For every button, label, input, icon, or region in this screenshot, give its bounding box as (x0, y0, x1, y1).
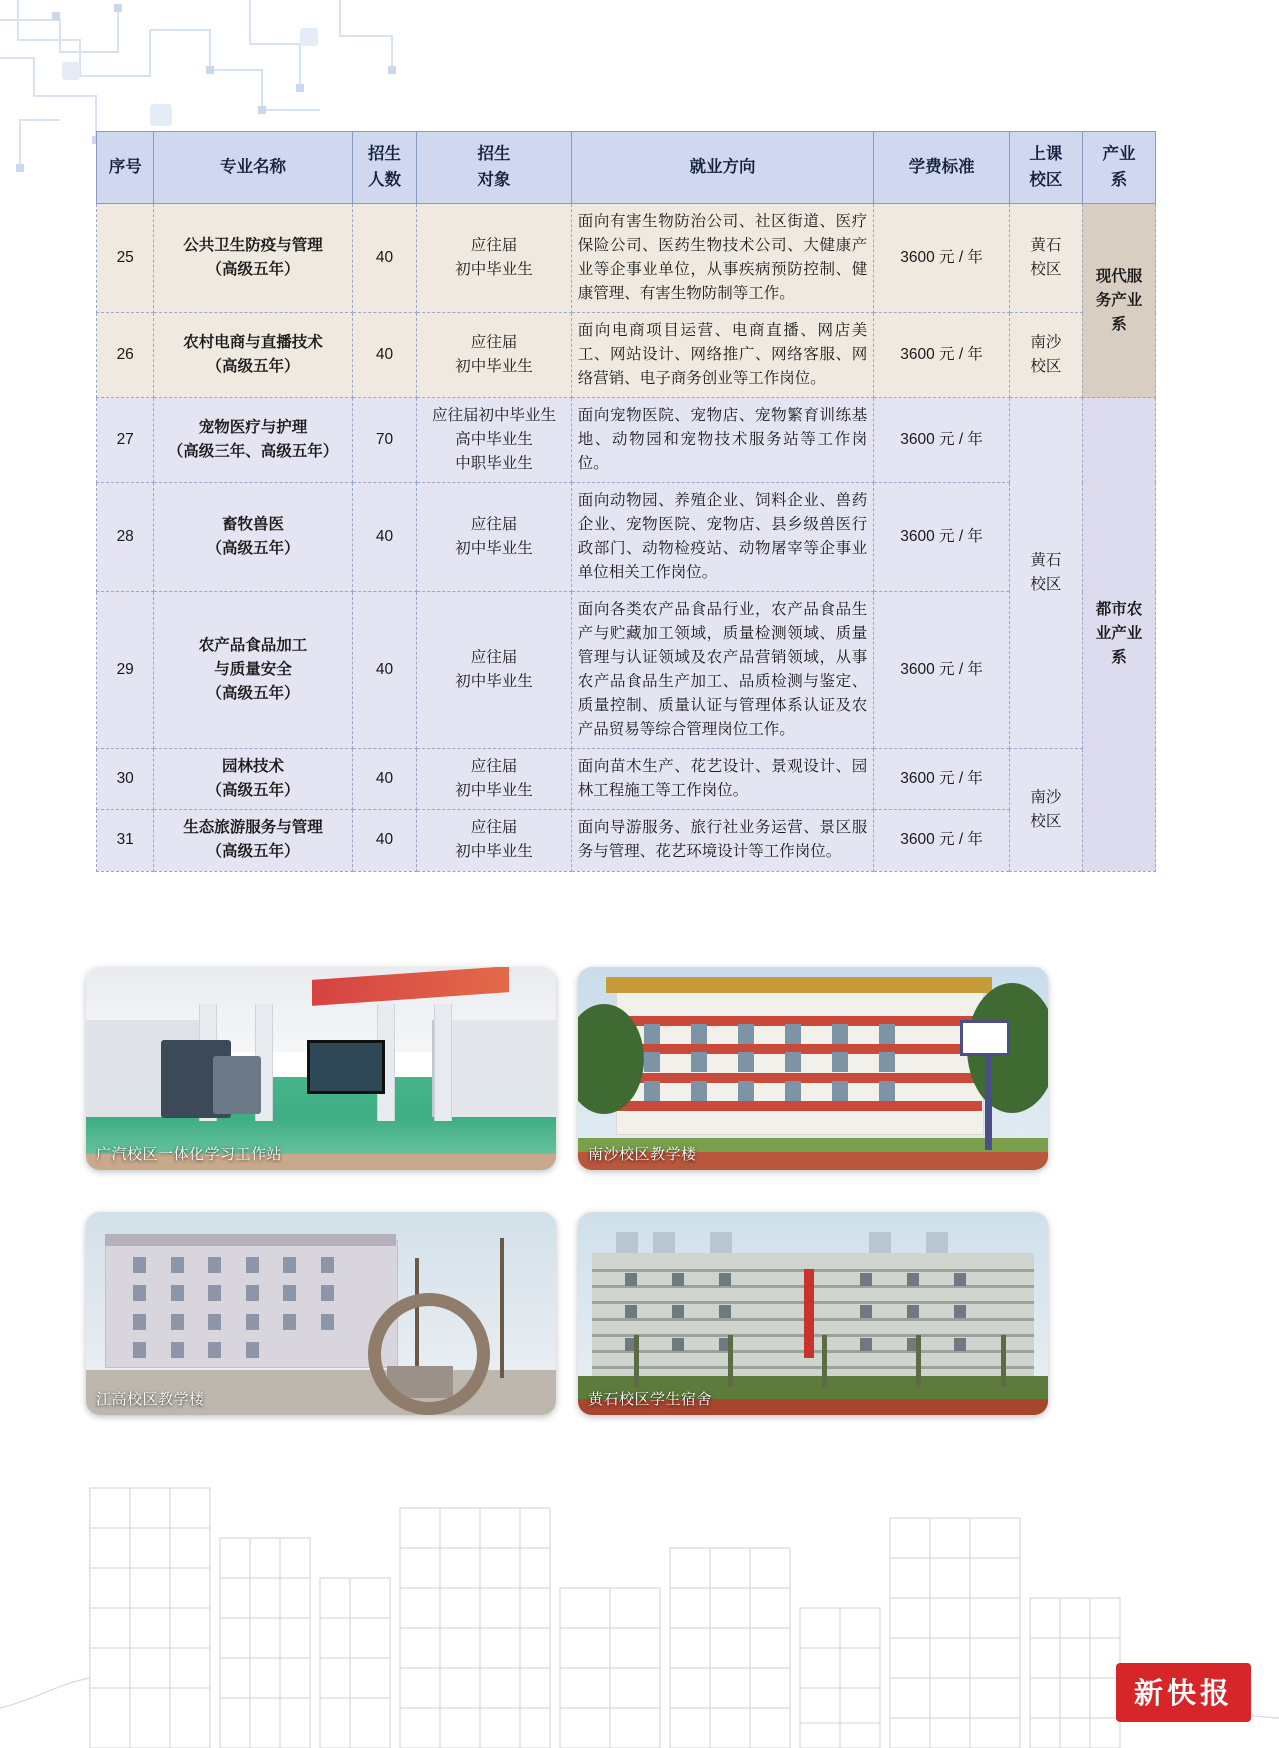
cell-count: 40 (352, 483, 417, 592)
header-major-name: 专业名称 (154, 132, 352, 204)
cell-department-modern-service: 现代服 务产业 系 (1082, 204, 1155, 398)
cell-job: 面向动物园、养殖企业、饲料企业、兽药企业、宠物医院、宠物店、县乡级兽医行政部门、动物检疫站、动物屠宰等企事业单位相关工作岗位。 (571, 483, 874, 592)
table-row (97, 398, 1156, 483)
cell-target: 应往届 初中毕业生 (417, 313, 571, 398)
header-no: 序号 (97, 132, 154, 204)
cell-no: 29 (97, 592, 154, 749)
newspaper-logo: 新快报 (1116, 1663, 1251, 1722)
header-job-direction: 就业方向 (571, 132, 874, 204)
cell-target: 应往届 初中毕业生 (417, 592, 571, 749)
cell-major-name: 生态旅游服务与管理 （高级五年） (154, 810, 352, 871)
photo-guangqi-workstation (86, 967, 556, 1170)
majors-table (96, 131, 1156, 872)
table-row (97, 483, 1156, 592)
cell-no: 27 (97, 398, 154, 483)
table-row (97, 592, 1156, 749)
cell-job: 面向各类农产品食品行业，农产品食品生产与贮藏加工领域，质量检测领域、质量管理与认证领域及农产品营销领域，从事农产品食品生产加工、品质检测与鉴定、质量控制、质量认证与管理体系认证及农产品贸易等综合管理岗位工作。 (571, 592, 874, 749)
table-row (97, 810, 1156, 871)
cell-count: 40 (352, 313, 417, 398)
cell-target: 应往届 初中毕业生 (417, 483, 571, 592)
cell-major-name: 公共卫生防疫与管理 （高级五年） (154, 204, 352, 313)
header-enroll-count: 招生 人数 (352, 132, 417, 204)
cell-campus-huangshi: 黄石 校区 (1009, 398, 1082, 749)
table-header-row (97, 132, 1156, 204)
cell-fee: 3600 元 / 年 (874, 810, 1010, 871)
cell-count: 40 (352, 749, 417, 810)
cell-fee: 3600 元 / 年 (874, 592, 1010, 749)
cell-major-name: 畜牧兽医 （高级五年） (154, 483, 352, 592)
cell-campus-nansha: 南沙 校区 (1009, 749, 1082, 871)
header-tuition: 学费标准 (874, 132, 1010, 204)
cell-fee: 3600 元 / 年 (874, 313, 1010, 398)
cell-job: 面向有害生物防治公司、社区街道、医疗保险公司、医药生物技术公司、大健康产业等企事业单位，从事疾病预防控制、健康管理、有害生物防制等工作。 (571, 204, 874, 313)
table-row (97, 749, 1156, 810)
cell-department-urban-agriculture: 都市农 业产业 系 (1082, 398, 1155, 871)
photo-huangshi-dormitory (578, 1212, 1048, 1415)
cell-target: 应往届 初中毕业生 (417, 749, 571, 810)
cell-major-name: 农产品食品加工 与质量安全 （高级五年） (154, 592, 352, 749)
skyline-line-art (0, 1448, 1279, 1748)
cell-campus: 南沙 校区 (1009, 313, 1082, 398)
table-row (97, 204, 1156, 313)
photo-caption: 广汽校区一体化学习工作站 (96, 1146, 283, 1163)
cell-fee: 3600 元 / 年 (874, 398, 1010, 483)
header-campus: 上课 校区 (1009, 132, 1082, 204)
cell-count: 40 (352, 592, 417, 749)
photo-caption: 黄石校区学生宿舍 (588, 1391, 713, 1408)
cell-job: 面向电商项目运营、电商直播、网店美工、网站设计、网络推广、网络客服、网络营销、电子商务创业等工作岗位。 (571, 313, 874, 398)
cell-major-name: 宠物医疗与护理 （高级三年、高级五年） (154, 398, 352, 483)
majors-table-container (96, 131, 1156, 872)
cell-target: 应往届初中毕业生 高中毕业生 中职毕业生 (417, 398, 571, 483)
cell-job: 面向导游服务、旅行社业务运营、景区服务与管理、花艺环境设计等工作岗位。 (571, 810, 874, 871)
photo-caption: 江高校区教学楼 (96, 1391, 205, 1408)
cell-major-name: 农村电商与直播技术 （高级五年） (154, 313, 352, 398)
cell-no: 28 (97, 483, 154, 592)
cell-count: 40 (352, 204, 417, 313)
cell-fee: 3600 元 / 年 (874, 204, 1010, 313)
table-row (97, 313, 1156, 398)
cell-target: 应往届 初中毕业生 (417, 204, 571, 313)
cell-no: 30 (97, 749, 154, 810)
cell-no: 26 (97, 313, 154, 398)
header-department: 产业 系 (1082, 132, 1155, 204)
photo-caption: 南沙校区教学楼 (588, 1146, 697, 1163)
cell-major-name: 园林技术 （高级五年） (154, 749, 352, 810)
cell-no: 25 (97, 204, 154, 313)
cell-job: 面向苗木生产、花艺设计、景观设计、园林工程施工等工作岗位。 (571, 749, 874, 810)
cell-no: 31 (97, 810, 154, 871)
cell-fee: 3600 元 / 年 (874, 749, 1010, 810)
cell-campus: 黄石 校区 (1009, 204, 1082, 313)
photo-nansha-teaching-building (578, 967, 1048, 1170)
header-enroll-target: 招生 对象 (417, 132, 571, 204)
cell-count: 70 (352, 398, 417, 483)
cell-fee: 3600 元 / 年 (874, 483, 1010, 592)
cell-count: 40 (352, 810, 417, 871)
photo-jianggao-teaching-building (86, 1212, 556, 1415)
cell-target: 应往届 初中毕业生 (417, 810, 571, 871)
cell-job: 面向宠物医院、宠物店、宠物繁育训练基地、动物园和宠物技术服务站等工作岗位。 (571, 398, 874, 483)
